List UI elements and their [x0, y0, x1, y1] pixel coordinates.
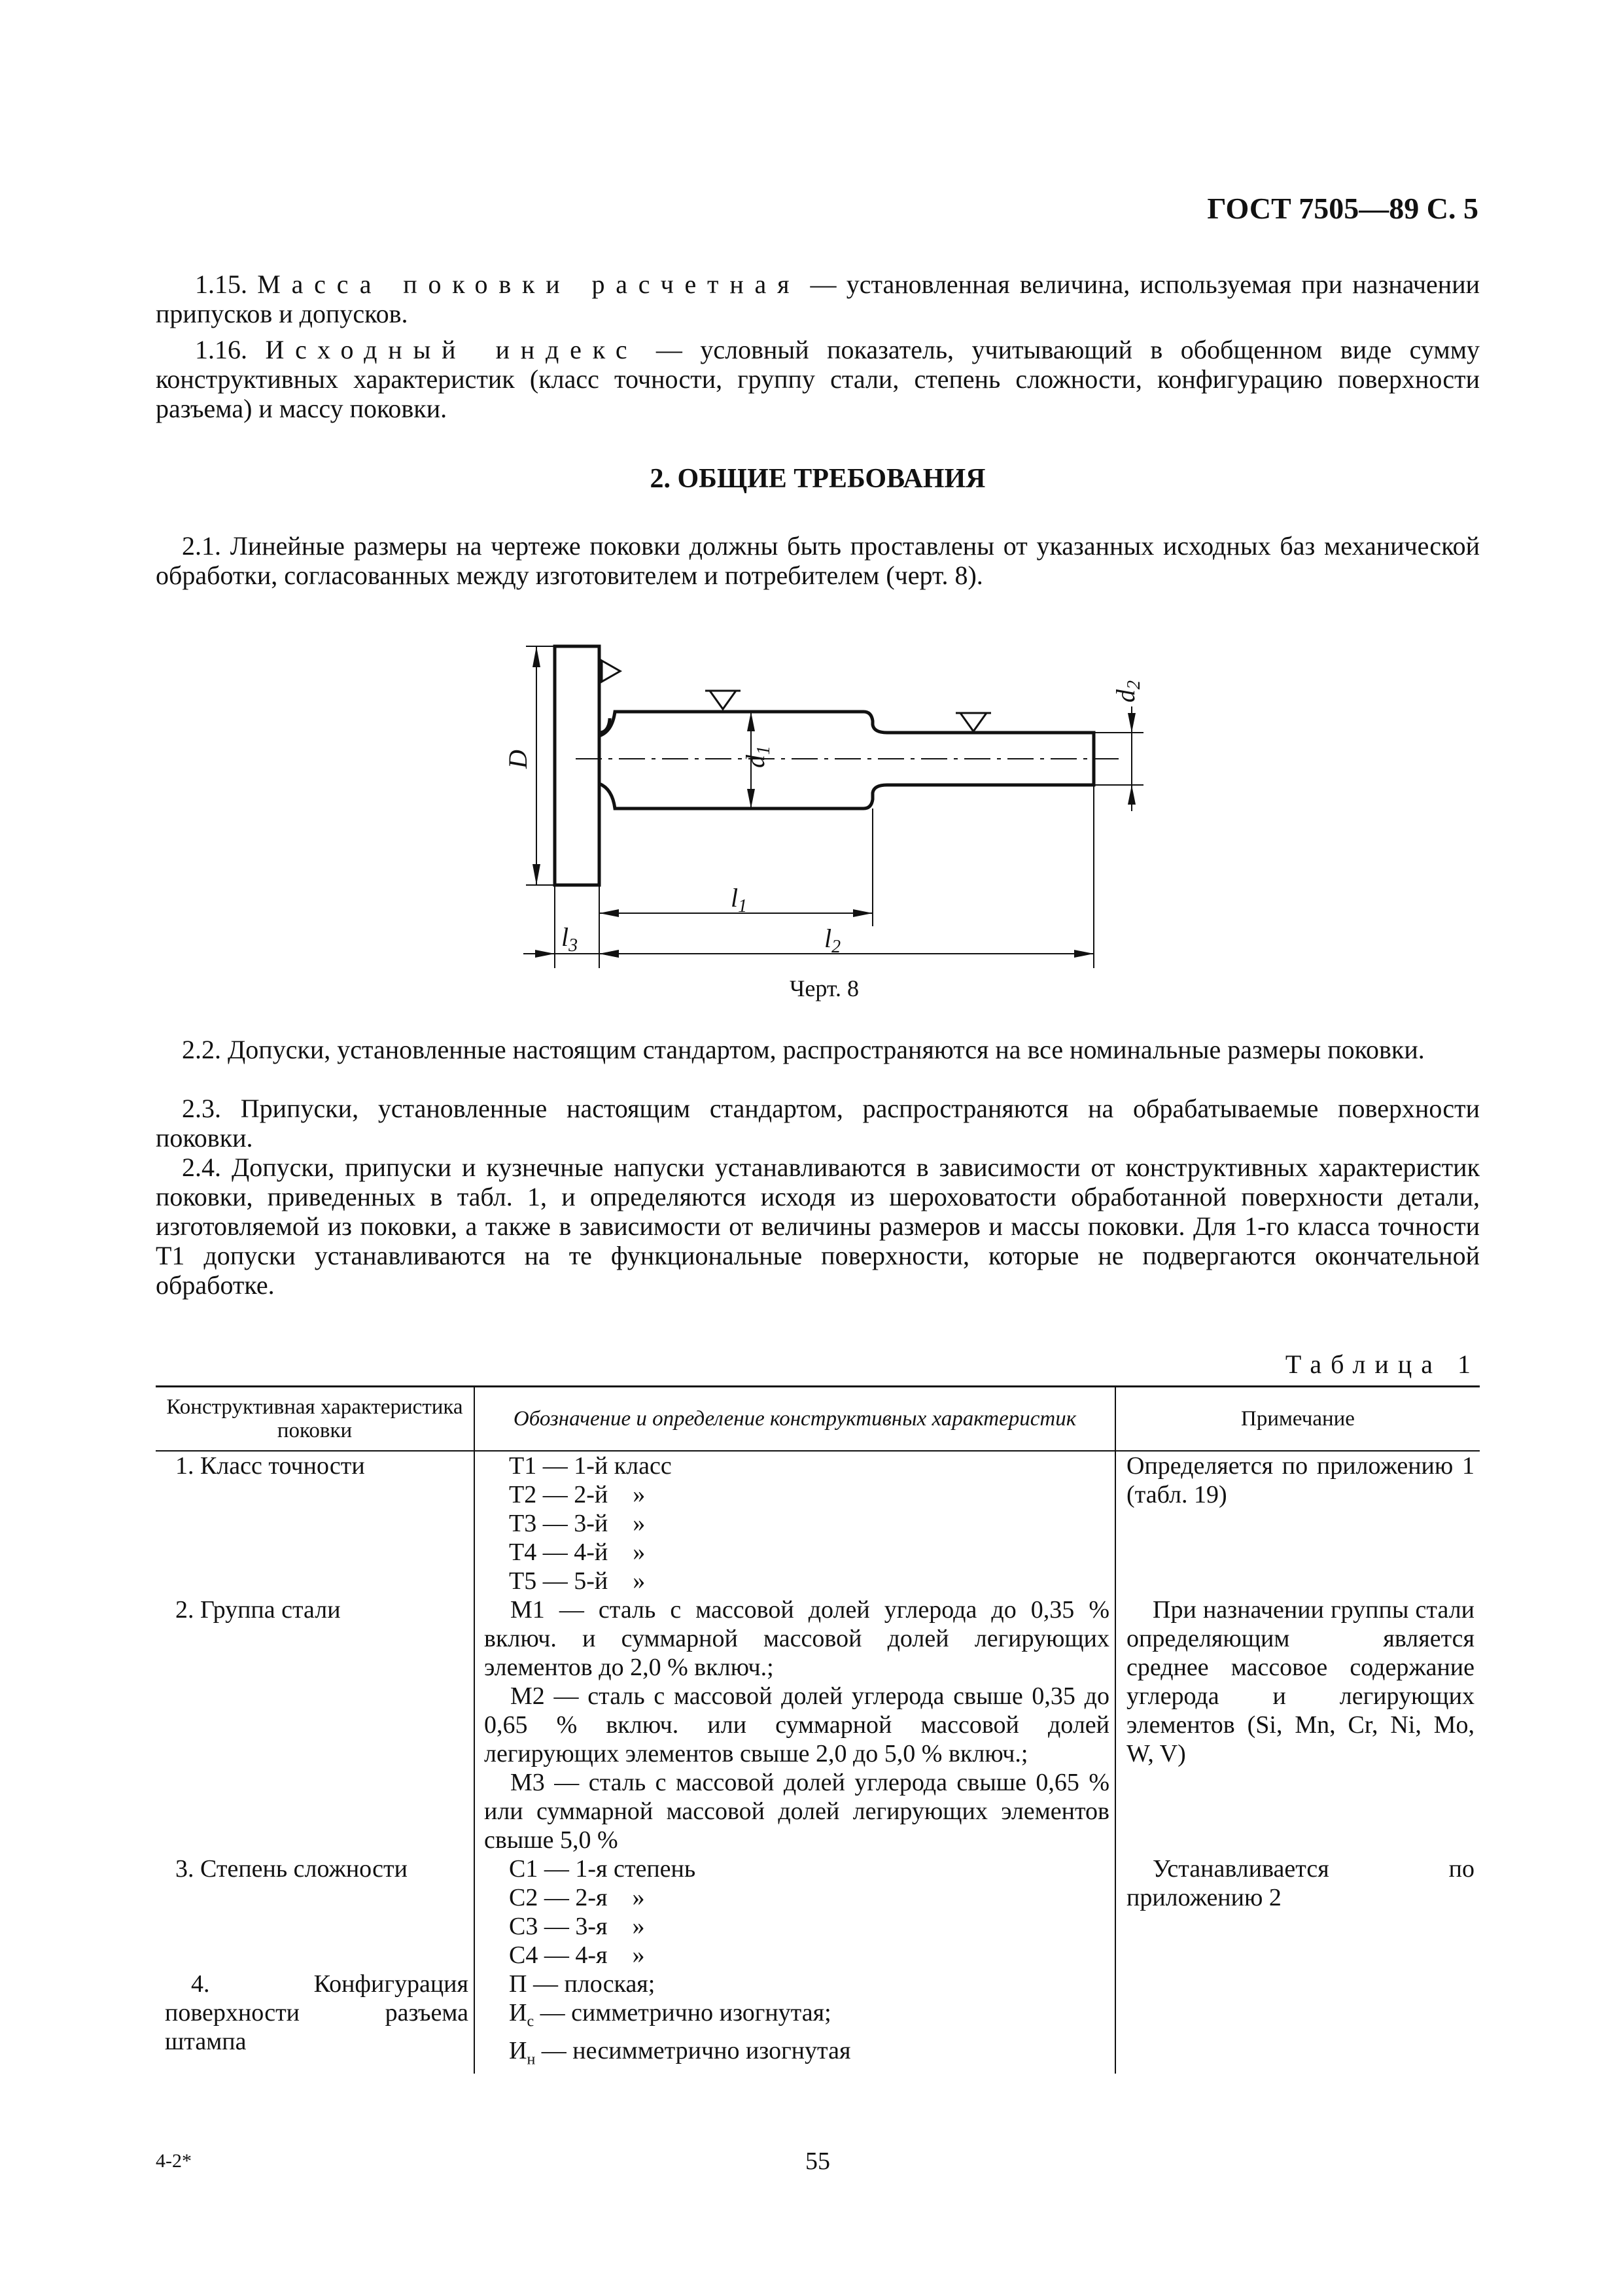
flange-outline — [555, 646, 599, 885]
table-title: Таблица 1 — [1285, 1349, 1480, 1379]
paragraph-2-4: 2.4. Допуски, припуски и кузнечные напуски устанавливаются в зависимости от конструктивных характеристик поковки, приведенных в табл. 1, и определяются исходя из шероховатости обработанной поверхности детали, изготовляемой из поковки, а также в зависимости от величины размеров и массы поковки. Для 1-го класса точности Т1 допуски устанавливаются на те функциональные поверхности, которые не подвергаются окончательной обработке. — [156, 1153, 1480, 1300]
table-1 — [156, 1385, 1480, 2074]
label-d1: $d_1$ — [741, 746, 774, 768]
table-row — [156, 1970, 1480, 2074]
shaft-outline — [599, 712, 1094, 809]
label-l1: $l_1$ — [731, 883, 748, 916]
row-characteristic: 1. Класс точности — [175, 1452, 365, 1480]
footer-signature: 4-2* — [156, 2150, 192, 2172]
base-symbol-end — [956, 713, 991, 731]
paragraph-2-3: 2.3. Припуски, установленные настоящим стандартом, распространяются на обрабатываемые поверхности поковки. — [156, 1094, 1480, 1153]
row-characteristic: 2. Группа стали — [175, 1596, 341, 1624]
paragraph-2-2: 2.2. Допуски, установленные настоящим стандартом, распространяются на все номинальные размеры поковки. — [182, 1035, 1425, 1064]
label-D: D — [503, 750, 532, 769]
label-l2: $l_2$ — [824, 924, 841, 957]
section-title: 2. ОБЩИЕ ТРЕБОВАНИЯ — [650, 464, 986, 494]
row-characteristic: 4. Конфигурация поверхности разъема штампа — [165, 1970, 468, 2055]
row-note: Устанавливается по приложению 2 — [1115, 1854, 1480, 1970]
row-designation: М1 — сталь с массовой долей углерода до 0,35 % включ. и суммарной массовой долей легирующих элементов до 2,0 % включ.; М2 — сталь с массовой долей углерода свыше 0,35 до 0,65 % включ. или суммарной массовой долей легирующих элементов свыше 2,0 до 5,0 % включ.; М3 — сталь с массовой долей углерода свыше 0,65 % или суммарной массовой долей легирующих элементов свыше 5,0 % — [474, 1595, 1115, 1854]
paragraph-number: 1.15. — [195, 270, 247, 299]
table-row — [156, 1595, 1480, 1854]
base-symbol-flange — [602, 661, 620, 682]
table-row — [156, 1854, 1480, 1970]
figure-caption: Черт. 8 — [790, 975, 859, 1001]
paragraph-1-16 — [156, 335, 1480, 423]
header-note: Примечание — [1115, 1387, 1480, 1452]
paragraph-1-15 — [156, 270, 1480, 328]
label-l3: $l_3$ — [561, 922, 578, 956]
row-note: При назначении группы стали определяющим является среднее массовое содержание углерода и легирующих элементов (Si, Mn, Cr, Ni, Mo, W, V) — [1115, 1595, 1480, 1854]
row-designation: Т1 — 1-й класс Т2 — 2-й » Т3 — 3-й » Т4 — 4-й » Т5 — 5-й » — [474, 1451, 1115, 1595]
page-number: 55 — [805, 2148, 830, 2175]
row-characteristic: 3. Степень сложности — [175, 1855, 408, 1883]
row-note — [1115, 1970, 1480, 2074]
header-designation: Обозначение и определение конструктивных характеристик — [474, 1387, 1115, 1452]
page-header: ГОСТ 7505—89 С. 5 — [1207, 192, 1478, 225]
table-row — [156, 1451, 1480, 1595]
definition: — установленная величина, используемая при назначении припусков и допусков. — [156, 270, 1480, 328]
row-note: Определяется по приложению 1 (табл. 19) — [1115, 1451, 1480, 1595]
paragraph-number: 1.16. — [195, 335, 247, 364]
paragraph-2-1: 2.1. Линейные размеры на чертеже поковки должны быть проставлены от указанных исходных баз механической обработки, согласованных между изготовителем и потребителем (черт. 8). — [156, 531, 1480, 590]
base-symbol-shaft — [705, 691, 741, 709]
header-characteristic: Конструктивная характеристика поковки — [156, 1387, 474, 1452]
row-designation: С1 — 1-я степень С2 — 2-я » С3 — 3-я » С4 — 4-я » — [474, 1854, 1115, 1970]
term: Исходный индекс — [265, 335, 638, 364]
label-d2: $d_2$ — [1111, 680, 1144, 703]
forging-drawing — [497, 628, 1151, 968]
definition: — условный показатель, учитывающий в обобщенном виде сумму конструктивных характеристик (класс точности, группу стали, степень сложности, конфигурацию поверхности разъема) и массу поковки. — [156, 335, 1480, 423]
term: Масса поковки расчетная — [257, 270, 801, 299]
row-designation: П — плоская; $И_с$ — симметрично изогнутая; $И_н$ — несимметрично изогнутая — [474, 1970, 1115, 2074]
